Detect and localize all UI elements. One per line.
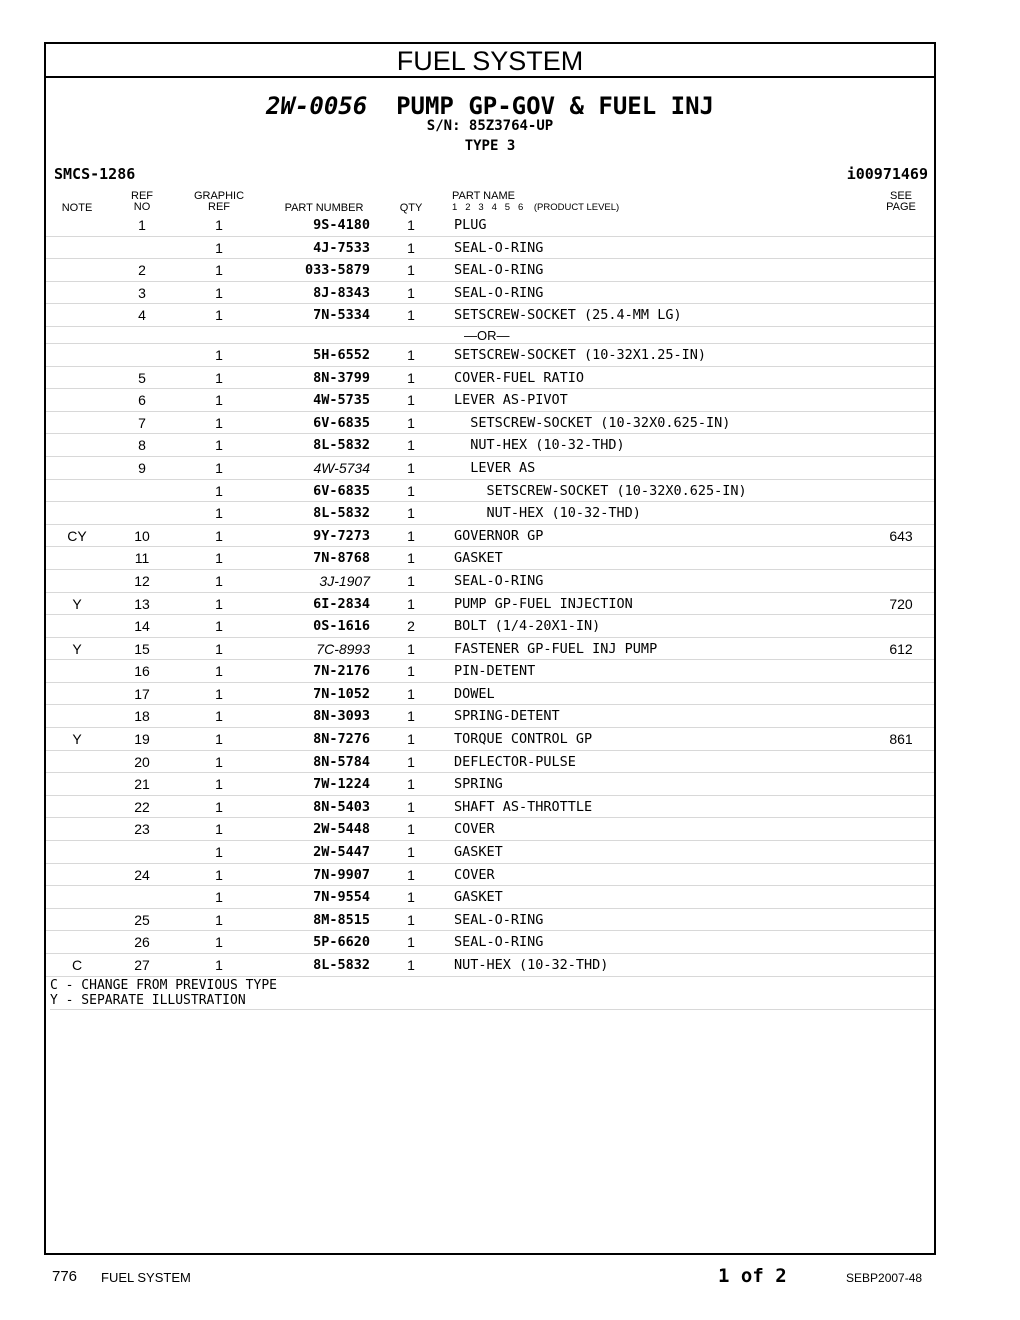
table-row	[46, 282, 934, 305]
ref-no-cell: 19	[134, 731, 150, 748]
table-row	[46, 796, 934, 819]
qty-cell: 1	[407, 798, 415, 815]
part-name-cell: NUT-HEX (10-32-THD)	[454, 957, 609, 973]
part-number-cell: 8L-5832	[313, 957, 370, 973]
graphic-ref-cell: 1	[215, 911, 223, 928]
see-page-cell: 720	[889, 595, 913, 612]
part-number-cell: 2W-5447	[313, 844, 370, 861]
part-number-cell: 8L-5832	[313, 505, 370, 522]
qty-cell: 1	[407, 392, 415, 409]
table-row	[46, 367, 934, 390]
qty-cell: 1	[407, 911, 415, 928]
qty-cell: 1	[407, 262, 415, 279]
part-name-cell: GASKET	[454, 550, 503, 567]
part-name-cell: SEAL-O-RING	[454, 239, 544, 256]
ref-no-cell: 14	[134, 618, 150, 635]
header-graphic-ref: GRAPHIC REF	[193, 190, 245, 213]
qty-cell: 1	[407, 731, 415, 748]
header-part-name: PART NAME	[452, 190, 515, 202]
graphic-ref-cell: 1	[215, 844, 223, 861]
part-number-cell: 8N-3093	[313, 708, 370, 725]
part-name-cell: SETSCREW-SOCKET (10-32X0.625-IN)	[454, 482, 747, 499]
table-row	[46, 773, 934, 796]
qty-cell: 1	[407, 685, 415, 702]
notes-legend	[50, 978, 934, 1010]
footer-section: FUEL SYSTEM	[101, 1270, 191, 1285]
table-row	[46, 909, 934, 932]
table-row	[46, 683, 934, 706]
part-name-cell: COVER-FUEL RATIO	[454, 369, 585, 386]
qty-cell: 1	[407, 595, 415, 612]
graphic-ref-cell: 1	[215, 262, 223, 279]
qty-cell: 1	[407, 346, 415, 363]
note-cell: CY	[67, 527, 87, 544]
ref-no-cell: 8	[138, 437, 146, 454]
qty-cell: 1	[407, 640, 415, 657]
table-row	[46, 457, 934, 480]
ref-no-cell: 3	[138, 284, 146, 301]
part-number-cell: 9Y-7273	[313, 527, 370, 544]
table-row	[46, 344, 934, 367]
part-number-cell: 8L-5832	[313, 437, 370, 454]
qty-cell: 1	[407, 369, 415, 386]
qty-cell: 1	[407, 505, 415, 522]
part-name-cell: LEVER AS	[454, 459, 536, 476]
group-name: PUMP GP-GOV & FUEL INJ	[396, 92, 714, 120]
table-row	[46, 570, 934, 593]
graphic-ref-cell: 1	[215, 527, 223, 544]
illustration-id: i00971469	[846, 165, 928, 183]
see-page-cell: 861	[889, 731, 913, 748]
note-cell: Y	[72, 731, 82, 748]
qty-cell: 1	[407, 307, 415, 324]
table-row	[46, 593, 934, 616]
graphic-ref-cell: 1	[215, 685, 223, 702]
ref-no-cell: 20	[134, 753, 150, 770]
table-row	[46, 931, 934, 954]
part-number-cell: 6I-2834	[313, 595, 370, 612]
or-label: —OR—	[464, 327, 510, 343]
graphic-ref-cell: 1	[215, 307, 223, 324]
note-line: Y - SEPARATE ILLUSTRATION	[50, 993, 246, 1008]
table-row	[46, 389, 934, 412]
table-row	[46, 705, 934, 728]
table-row	[46, 841, 934, 864]
header-part-number: PART NUMBER	[284, 202, 364, 214]
table-row	[46, 214, 934, 237]
graphic-ref-cell: 1	[215, 776, 223, 793]
see-page-cell: 612	[889, 640, 913, 657]
ref-no-cell: 23	[134, 821, 150, 838]
part-number-cell: 4W-5735	[313, 392, 370, 409]
part-name-cell: SEAL-O-RING	[454, 262, 544, 279]
graphic-ref-cell: 1	[215, 392, 223, 409]
ref-no-cell: 22	[134, 798, 150, 815]
part-number-cell: 7N-5334	[313, 307, 370, 324]
part-name-cell: COVER	[454, 866, 495, 883]
group-heading	[46, 92, 934, 120]
ref-no-cell: 10	[134, 527, 150, 544]
qty-cell: 1	[407, 482, 415, 499]
part-number-cell: 7W-1224	[313, 776, 370, 793]
ref-no-cell: 2	[138, 262, 146, 279]
qty-cell: 1	[407, 284, 415, 301]
qty-cell: 1	[407, 414, 415, 431]
qty-cell: 1	[407, 866, 415, 883]
note-cell: Y	[72, 595, 82, 612]
ref-no-cell: 1	[138, 217, 146, 233]
ref-no-cell: 4	[138, 307, 146, 324]
graphic-ref-cell: 1	[215, 437, 223, 454]
table-row	[46, 864, 934, 887]
part-number-cell: 4W-5734	[313, 459, 370, 476]
part-number-cell: 3J-1907	[319, 572, 370, 589]
qty-cell: 1	[407, 889, 415, 906]
type-label: TYPE 3	[464, 138, 516, 154]
part-name-cell: SPRING-DETENT	[454, 708, 560, 725]
table-row	[46, 954, 934, 977]
table-row	[46, 615, 934, 638]
qty-cell: 1	[407, 217, 415, 233]
qty-cell: 1	[407, 572, 415, 589]
graphic-ref-cell: 1	[215, 821, 223, 838]
part-name-cell: LEVER AS-PIVOT	[454, 392, 568, 409]
part-name-cell: NUT-HEX (10-32-THD)	[454, 505, 641, 522]
part-name-cell: PIN-DETENT	[454, 663, 536, 680]
part-name-cell: SETSCREW-SOCKET (25.4-MM LG)	[454, 307, 682, 324]
graphic-ref-cell: 1	[215, 572, 223, 589]
part-name-cell: NUT-HEX (10-32-THD)	[454, 437, 625, 454]
qty-cell: 2	[407, 618, 415, 635]
see-page-cell: 643	[889, 527, 913, 544]
ref-no-cell: 7	[138, 414, 146, 431]
ref-no-cell: 16	[134, 663, 150, 680]
graphic-ref-cell: 1	[215, 731, 223, 748]
ref-no-cell: 25	[134, 911, 150, 928]
qty-cell: 1	[407, 550, 415, 567]
part-number-cell: 0S-1616	[313, 618, 370, 635]
ref-no-cell: 17	[134, 685, 150, 702]
part-number-cell: 7N-8768	[313, 550, 370, 567]
part-name-cell: SHAFT AS-THROTTLE	[454, 798, 593, 815]
table-row	[46, 304, 934, 327]
qty-cell: 1	[407, 844, 415, 861]
qty-cell: 1	[407, 934, 415, 951]
part-number-cell: 8J-8343	[313, 284, 370, 301]
parts-list-frame	[44, 42, 936, 1255]
smcs-code: SMCS-1286	[54, 165, 136, 183]
graphic-ref-cell: 1	[215, 934, 223, 951]
part-name-cell: GOVERNOR GP	[454, 527, 544, 544]
table-row	[46, 638, 934, 661]
graphic-ref-cell: 1	[215, 346, 223, 363]
part-number-cell: 8N-5784	[313, 753, 370, 770]
graphic-ref-cell: 1	[215, 284, 223, 301]
qty-cell: 1	[407, 957, 415, 973]
part-name-cell: DEFLECTOR-PULSE	[454, 753, 576, 770]
part-number-cell: 5P-6620	[313, 934, 370, 951]
qty-cell: 1	[407, 776, 415, 793]
table-row	[46, 412, 934, 435]
part-name-cell: PLUG	[454, 217, 487, 233]
ref-no-cell: 27	[134, 957, 150, 973]
graphic-ref-cell: 1	[215, 217, 223, 233]
ref-no-cell: 15	[134, 640, 150, 657]
ref-no-cell: 18	[134, 708, 150, 725]
table-row	[46, 660, 934, 683]
graphic-ref-cell: 1	[215, 550, 223, 567]
table-row	[46, 434, 934, 457]
part-name-cell: SEAL-O-RING	[454, 284, 544, 301]
table-row	[46, 480, 934, 503]
part-number-cell: 8N-7276	[313, 731, 370, 748]
ref-no-cell: 11	[134, 550, 150, 567]
part-number-cell: 7N-9554	[313, 889, 370, 906]
part-name-cell: FASTENER GP-FUEL INJ PUMP	[454, 640, 658, 657]
part-number-cell: 8N-3799	[313, 369, 370, 386]
table-row	[46, 502, 934, 525]
header-ref-no: REF NO	[131, 190, 153, 213]
header-product-levels: 1 2 3 4 5 6 (PRODUCT LEVEL)	[452, 202, 620, 213]
part-number-cell: 7N-1052	[313, 685, 370, 702]
table-row	[46, 547, 934, 570]
graphic-ref-cell: 1	[215, 708, 223, 725]
part-number-cell: 5H-6552	[313, 346, 370, 363]
ref-no-cell: 6	[138, 392, 146, 409]
graphic-ref-cell: 1	[215, 663, 223, 680]
graphic-ref-cell: 1	[215, 798, 223, 815]
table-row	[46, 259, 934, 282]
graphic-ref-cell: 1	[215, 482, 223, 499]
footer-page-of: 1 of 2	[718, 1265, 787, 1287]
part-number-cell: 8N-5403	[313, 798, 370, 815]
graphic-ref-cell: 1	[215, 618, 223, 635]
note-line: C - CHANGE FROM PREVIOUS TYPE	[50, 978, 277, 993]
header-qty: QTY	[399, 202, 423, 214]
section-title: FUEL SYSTEM	[46, 44, 934, 78]
parts-table	[46, 214, 934, 977]
part-name-cell: GASKET	[454, 889, 503, 906]
graphic-ref-cell: 1	[215, 595, 223, 612]
table-row	[46, 818, 934, 841]
part-name-cell: SETSCREW-SOCKET (10-32X1.25-IN)	[454, 346, 706, 363]
table-row	[46, 886, 934, 909]
ref-no-cell: 21	[134, 776, 150, 793]
qty-cell: 1	[407, 459, 415, 476]
part-number-cell: 7N-2176	[313, 663, 370, 680]
table-row	[46, 751, 934, 774]
part-name-cell: SETSCREW-SOCKET (10-32X0.625-IN)	[454, 414, 731, 431]
note-cell: Y	[72, 640, 82, 657]
part-name-cell: BOLT (1/4-20X1-IN)	[454, 618, 601, 635]
ref-no-cell: 5	[138, 369, 146, 386]
part-name-cell: DOWEL	[454, 685, 495, 702]
part-number-cell: 8M-8515	[313, 911, 370, 928]
part-number-cell: 4J-7533	[313, 239, 370, 256]
graphic-ref-cell: 1	[215, 866, 223, 883]
footer-doc-id: SEBP2007-48	[846, 1271, 923, 1285]
qty-cell: 1	[407, 239, 415, 256]
group-number: 2W-0056	[266, 92, 368, 120]
ref-no-cell: 9	[138, 459, 146, 476]
ref-no-cell: 26	[134, 934, 150, 951]
ref-no-cell: 13	[134, 595, 150, 612]
or-separator	[46, 327, 934, 344]
part-name-cell: GASKET	[454, 844, 503, 861]
graphic-ref-cell: 1	[215, 957, 223, 973]
part-name-cell: SEAL-O-RING	[454, 911, 544, 928]
header-note: NOTE	[61, 202, 93, 214]
note-cell: C	[71, 957, 83, 973]
ref-no-cell: 24	[134, 866, 150, 883]
graphic-ref-cell: 1	[215, 640, 223, 657]
part-name-cell: COVER	[454, 821, 495, 838]
graphic-ref-cell: 1	[215, 369, 223, 386]
part-number-cell: 7N-9907	[313, 866, 370, 883]
part-name-cell: SEAL-O-RING	[454, 934, 544, 951]
qty-cell: 1	[407, 527, 415, 544]
part-name-cell: SEAL-O-RING	[454, 572, 544, 589]
ref-no-cell: 12	[134, 572, 150, 589]
header-see-page: SEE PAGE	[886, 190, 916, 213]
part-number-cell: 7C-8993	[316, 640, 370, 657]
graphic-ref-cell: 1	[215, 414, 223, 431]
part-number-cell: 033-5879	[304, 262, 370, 279]
table-row	[46, 525, 934, 548]
graphic-ref-cell: 1	[215, 459, 223, 476]
part-number-cell: 2W-5448	[313, 821, 370, 838]
graphic-ref-cell: 1	[215, 889, 223, 906]
qty-cell: 1	[407, 663, 415, 680]
qty-cell: 1	[407, 708, 415, 725]
table-row	[46, 237, 934, 260]
table-row	[46, 728, 934, 751]
qty-cell: 1	[407, 437, 415, 454]
footer-page-number: 776	[52, 1268, 78, 1285]
qty-cell: 1	[407, 821, 415, 838]
part-name-cell: PUMP GP-FUEL INJECTION	[454, 595, 633, 612]
part-name-cell: TORQUE CONTROL GP	[454, 731, 593, 748]
graphic-ref-cell: 1	[215, 239, 223, 256]
serial-number: S/N: 85Z3764-UP	[426, 118, 554, 134]
graphic-ref-cell: 1	[215, 505, 223, 522]
part-name-cell: SPRING	[454, 776, 503, 793]
qty-cell: 1	[407, 753, 415, 770]
part-number-cell: 9S-4180	[313, 217, 370, 233]
part-number-cell: 6V-6835	[313, 482, 370, 499]
graphic-ref-cell: 1	[215, 753, 223, 770]
part-number-cell: 6V-6835	[313, 414, 370, 431]
